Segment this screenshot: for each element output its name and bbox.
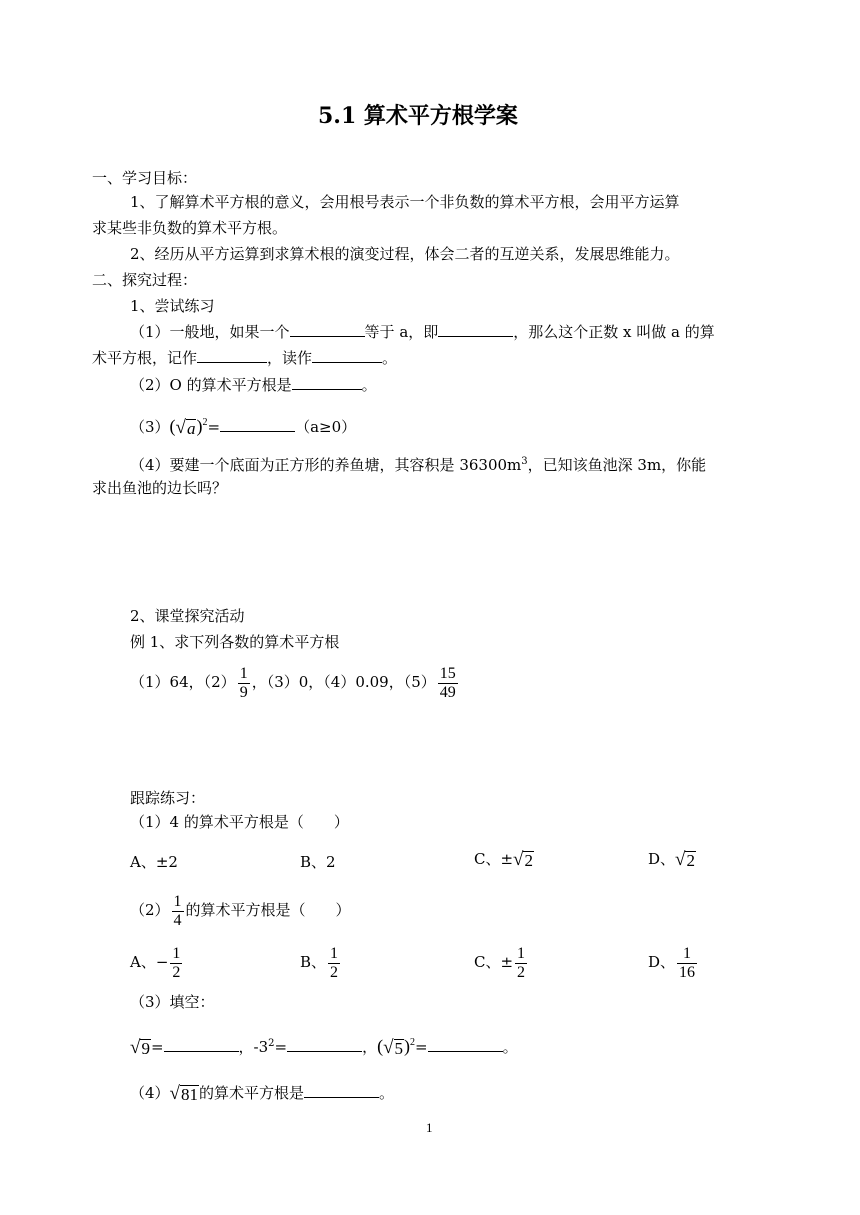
sqrt-9: √ 9	[130, 1037, 150, 1058]
sqrt-5-squared: ( √ 5 )$^2$	[377, 1036, 416, 1058]
sqrt-2: √ 2	[513, 849, 533, 870]
question-1-line-1: （1）一般地，如果一个 等于 a，即 ，那么这个正数 x 叫做 a 的算	[130, 323, 715, 341]
subsection-activity: 2、课堂探究活动	[130, 607, 245, 625]
track-question-4: （4） √ 81 的算术平方根是 。	[130, 1083, 395, 1104]
fraction-one-quarter: $\frac{1}{4}$	[173, 892, 182, 929]
sqrt-81: √ 81	[169, 1083, 198, 1104]
option-d[interactable]: D、 $\frac{1}{16}$	[648, 944, 696, 981]
fraction: $\frac{1}{2}$	[330, 944, 339, 981]
fill-in-row: √ 9 = ，$-3^2=$ ，( √ 5 )$^2$= 。	[130, 1036, 518, 1058]
track-question-1: （1）4 的算术平方根是（ ）	[130, 813, 349, 831]
answer-blank[interactable]	[312, 348, 382, 363]
answer-blank[interactable]	[428, 1037, 503, 1052]
question-4-line-1: （4）要建一个底面为正方形的养鱼塘，其容积是 $36300m^3$，已知该鱼池深 3m，你能	[130, 456, 707, 474]
example-1-items: （1）64，（2） $\frac{1}{9}$ ，（3）0，（4）0.09，（5） $\frac{15}{49}$	[130, 664, 456, 701]
option-c[interactable]: C、± √ 2	[474, 849, 533, 870]
page-number: 1	[426, 1120, 433, 1135]
tracking-exercise-heading: 跟踪练习：	[130, 789, 206, 807]
fraction-15-49: $\frac{15}{49}$	[439, 664, 456, 701]
section-heading-process: 二、探究过程：	[92, 271, 198, 289]
goal-1-line-2: 求某些非负数的算术平方根。	[92, 219, 288, 237]
sqrt-a-squared: ( √ a )$^2$	[169, 416, 208, 438]
answer-blank[interactable]	[287, 1037, 362, 1052]
question-1-line-2: 术平方根，记作 ，读作 。	[92, 349, 398, 367]
option-b[interactable]: B、2	[300, 853, 336, 871]
option-c[interactable]: C、± $\frac{1}{2}$	[474, 944, 526, 981]
option-b[interactable]: B、 $\frac{1}{2}$	[300, 944, 339, 981]
goal-2: 2、经历从平方运算到求算术根的演变过程，体会二者的互逆关系，发展思维能力。	[130, 245, 680, 263]
option-a[interactable]: A、− $\frac{1}{2}$	[130, 944, 181, 981]
fraction-one-ninth: $\frac{1}{9}$	[239, 664, 248, 701]
example-1: 例 1、求下列各数的算术平方根	[130, 633, 340, 651]
answer-blank[interactable]	[220, 417, 295, 432]
question-4-line-2: 求出鱼池的边长吗？	[92, 479, 228, 497]
fraction: $\frac{1}{16}$	[679, 944, 696, 981]
option-a[interactable]: A、±2	[130, 853, 178, 871]
fraction: $\frac{1}{2}$	[517, 944, 526, 981]
goal-1-line-1: 1、了解算术平方根的意义，会用根号表示一个非负数的算术平方根，会用平方运算	[130, 193, 680, 211]
answer-blank[interactable]	[164, 1037, 239, 1052]
answer-blank[interactable]	[292, 375, 362, 390]
sqrt-2: √ 2	[675, 849, 695, 870]
section-heading-goals: 一、学习目标：	[92, 169, 198, 187]
fraction: $\frac{1}{2}$	[172, 944, 181, 981]
answer-blank[interactable]	[197, 348, 267, 363]
option-d[interactable]: D、 √ 2	[648, 849, 695, 870]
track-question-2: （2） $\frac{1}{4}$ 的算术平方根是（ ）	[130, 892, 351, 929]
answer-blank[interactable]	[438, 322, 513, 337]
track-question-3: （3）填空：	[130, 993, 215, 1011]
question-3: （3）( √ a )$^2$= （a≥0）	[130, 416, 357, 438]
answer-blank[interactable]	[304, 1083, 379, 1098]
answer-blank[interactable]	[290, 322, 365, 337]
subsection-practice: 1、尝试练习	[130, 297, 215, 315]
page-title: 5.1 算术平方根学案	[318, 103, 518, 129]
question-2: （2）O 的算术平方根是 。	[130, 376, 377, 394]
